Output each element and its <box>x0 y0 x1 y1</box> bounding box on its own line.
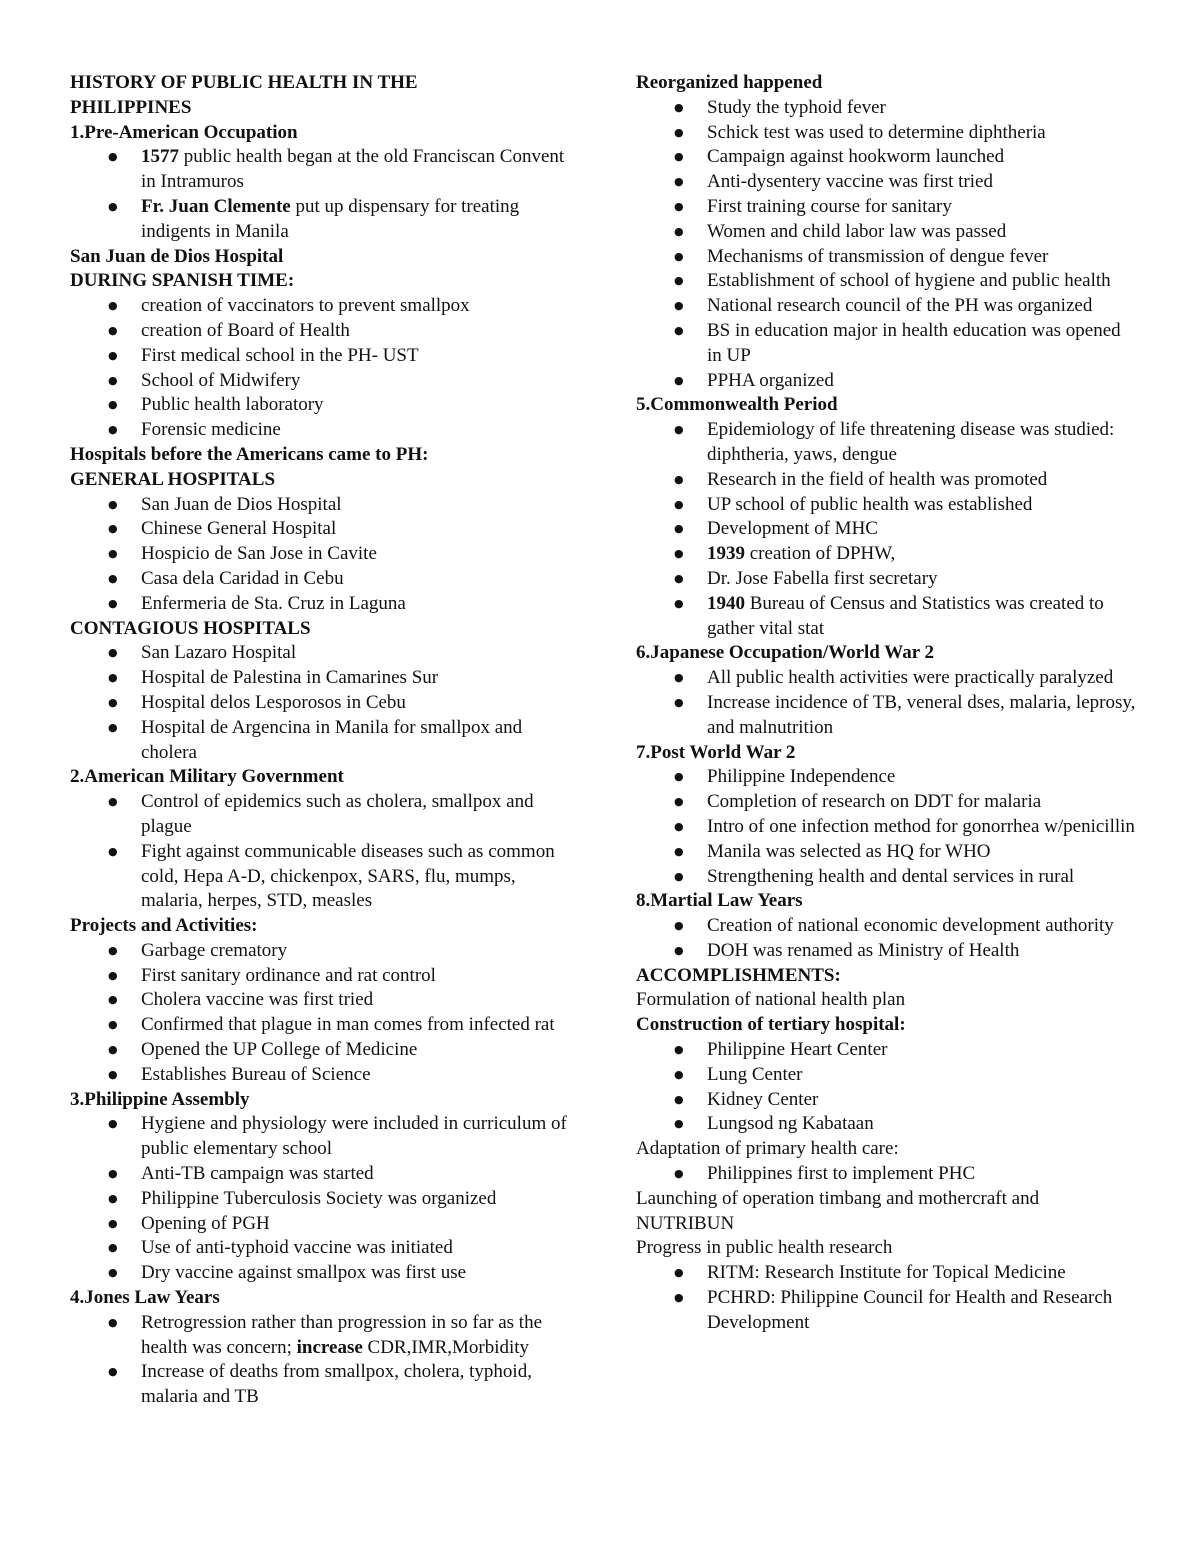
list-item: ● Forensic medicine <box>70 418 570 443</box>
list-item: ● San Juan de Dios Hospital <box>70 493 570 518</box>
paragraph-launching-of-operation-timbang-and-mothe: Launching of operation timbang and mothercraft and NUTRIBUN <box>636 1187 1040 1234</box>
list-item: ● Increase incidence of TB, veneral dses, malaria, leprosy, and malnutrition <box>636 691 1136 741</box>
list-item: ● Hospital delos Lesporosos in Cebu <box>70 691 570 716</box>
bullet-list <box>70 1311 570 1410</box>
list-item: ● Fight against communicable diseases such as common cold, Hepa A-D, chickenpox, SARS, flu, mumps, malaria, herpes, STD, measles <box>70 840 570 914</box>
list-item: ● Strengthening health and dental services in rural <box>636 865 1136 890</box>
list-item: ● Opened the UP College of Medicine <box>70 1038 570 1063</box>
list-item: ● Hospital de Argencina in Manila for smallpox and cholera <box>70 716 570 766</box>
left-column <box>70 71 570 1410</box>
list-item: ● Philippine Independence <box>636 765 1136 790</box>
list-item: ● Establishment of school of hygiene and public health <box>636 269 1136 294</box>
list-item: ● Completion of research on DDT for malaria <box>636 790 1136 815</box>
item-text: put up dispensary for treating indigents in Manila <box>141 195 520 242</box>
list-item <box>636 592 1136 642</box>
list-item: ● Cholera vaccine was first tried <box>70 988 570 1013</box>
section-heading-4-jones-law-years: 4.Jones Law Years <box>70 1287 220 1309</box>
bullet-list <box>70 641 570 765</box>
list-item: ● Hygiene and physiology were included in curriculum of public elementary school <box>70 1112 570 1162</box>
list-item: ● Opening of PGH <box>70 1212 570 1237</box>
section-heading-accomplishments: ACCOMPLISHMENTS: <box>636 964 841 986</box>
section-heading-san-juan-de-dios-hospital: San Juan de Dios Hospital <box>70 245 284 267</box>
list-item: ● Philippine Heart Center <box>636 1038 1136 1063</box>
bullet-list <box>70 145 570 244</box>
list-item: ● Anti-dysentery vaccine was first tried <box>636 170 1136 195</box>
bullet-list <box>636 1162 1136 1187</box>
list-item: ● PPHA organized <box>636 369 1136 394</box>
list-item: ● First sanitary ordinance and rat control <box>70 964 570 989</box>
section-heading-8-martial-law-years: 8.Martial Law Years <box>636 890 803 912</box>
item-text: CDR,IMR,Morbidity <box>362 1336 530 1358</box>
list-item: ● First training course for sanitary <box>636 195 1136 220</box>
section-heading-reorganized-happened: Reorganized happened <box>636 72 823 93</box>
list-item: ● Increase of deaths from smallpox, cholera, typhoid, malaria and TB <box>70 1360 570 1410</box>
item-text: public health began at the old Franciscan Convent in Intramuros <box>141 146 565 193</box>
list-item: ● Schick test was used to determine diphtheria <box>636 121 1136 146</box>
list-item: ● Kidney Center <box>636 1088 1136 1113</box>
list-item: ● First medical school in the PH- UST <box>70 344 570 369</box>
list-item: ● San Lazaro Hospital <box>70 641 570 666</box>
list-item: ● Use of anti-typhoid vaccine was initiated <box>70 1236 570 1261</box>
bullet-list <box>70 493 570 617</box>
emphasis-text: 1577 <box>141 146 179 168</box>
section-heading-7-post-world-war-2: 7.Post World War 2 <box>636 741 796 763</box>
list-item: ● School of Midwifery <box>70 369 570 394</box>
list-item: ● BS in education major in health education was opened in UP <box>636 319 1136 369</box>
section-heading-3-philippine-assembly: 3.Philippine Assembly <box>70 1088 250 1110</box>
item-text: creation of DPHW, <box>745 543 896 565</box>
document-title: HISTORY OF PUBLIC HEALTH IN THE PHILIPPINES <box>70 72 418 118</box>
section-heading-2-american-military-government: 2.American Military Government <box>70 766 344 788</box>
list-item: ● Dr. Jose Fabella first secretary <box>636 567 1136 592</box>
item-text: Retrogression rather than progression in so far as the health was concern; <box>141 1311 543 1358</box>
list-item: ● Anti-TB campaign was started <box>70 1162 570 1187</box>
list-item <box>70 145 570 195</box>
paragraph-progress-in-public-health-research: Progress in public health research <box>636 1237 893 1259</box>
list-item: ● creation of vaccinators to prevent smallpox <box>70 294 570 319</box>
section-heading-construction-of-tertiary-hospital: Construction of tertiary hospital: <box>636 1014 906 1036</box>
section-heading-contagious-hospitals: CONTAGIOUS HOSPITALS <box>70 617 311 639</box>
list-item: ● Creation of national economic development authority <box>636 914 1136 939</box>
section-heading-general-hospitals: GENERAL HOSPITALS <box>70 468 276 490</box>
list-item: ● creation of Board of Health <box>70 319 570 344</box>
list-item: ● Hospicio de San Jose in Cavite <box>70 542 570 567</box>
list-item: ● RITM: Research Institute for Topical Medicine <box>636 1261 1136 1286</box>
bullet-list <box>636 1038 1136 1137</box>
list-item <box>636 542 1136 567</box>
list-item: ● Public health laboratory <box>70 393 570 418</box>
bullet-list <box>636 96 1136 394</box>
bullet-list <box>70 1112 570 1286</box>
section-heading-projects-and-activities: Projects and Activities: <box>70 915 258 937</box>
list-item <box>70 1311 570 1361</box>
list-item: ● Lungsod ng Kabataan <box>636 1112 1136 1137</box>
list-item: ● Development of MHC <box>636 517 1136 542</box>
emphasis-text: increase <box>296 1336 363 1358</box>
list-item: ● Women and child labor law was passed <box>636 220 1136 245</box>
list-item: ● Casa dela Caridad in Cebu <box>70 567 570 592</box>
list-item: ● Manila was selected as HQ for WHO <box>636 840 1136 865</box>
paragraph-adaptation-of-primary-health-care: Adaptation of primary health care: <box>636 1138 899 1160</box>
list-item: ● Research in the field of health was promoted <box>636 468 1136 493</box>
list-item: ● UP school of public health was established <box>636 493 1136 518</box>
list-item: ● Enfermeria de Sta. Cruz in Laguna <box>70 592 570 617</box>
list-item: ● PCHRD: Philippine Council for Health and Research Development <box>636 1286 1136 1336</box>
emphasis-text: Fr. Juan Clemente <box>141 195 291 217</box>
section-heading-1-pre-american-occupation: 1.Pre-American Occupation <box>70 121 298 143</box>
list-item: ● Hospital de Palestina in Camarines Sur <box>70 666 570 691</box>
bullet-list <box>636 418 1136 641</box>
list-item: ● Mechanisms of transmission of dengue fever <box>636 245 1136 270</box>
list-item: ● Confirmed that plague in man comes from infected rat <box>70 1013 570 1038</box>
list-item: ● DOH was renamed as Ministry of Health <box>636 939 1136 964</box>
list-item <box>70 195 570 245</box>
bullet-list <box>70 294 570 443</box>
bullet-list <box>636 914 1136 964</box>
emphasis-text: 1940 <box>707 592 745 614</box>
section-heading-during-spanish-time: DURING SPANISH TIME: <box>70 270 295 292</box>
list-item: ● Garbage crematory <box>70 939 570 964</box>
list-item: ● Intro of one infection method for gonorrhea w/penicillin <box>636 815 1136 840</box>
bullet-list <box>70 790 570 914</box>
section-heading-5-commonwealth-period: 5.Commonwealth Period <box>636 394 838 416</box>
list-item: ● Campaign against hookworm launched <box>636 145 1136 170</box>
list-item: ● Study the typhoid fever <box>636 96 1136 121</box>
section-heading-6-japanese-occupation-world-war-2: 6.Japanese Occupation/World War 2 <box>636 642 935 664</box>
paragraph-formulation-of-national-health-plan: Formulation of national health plan <box>636 989 906 1011</box>
list-item: ● Establishes Bureau of Science <box>70 1063 570 1088</box>
section-heading-hospitals-before-the-americans-came-to-p: Hospitals before the Americans came to PH: <box>70 443 429 465</box>
list-item: ● Lung Center <box>636 1063 1136 1088</box>
item-text: Bureau of Census and Statistics was created to gather vital stat <box>707 592 1104 639</box>
bullet-list <box>70 939 570 1088</box>
list-item: ● Philippines first to implement PHC <box>636 1162 1136 1187</box>
bullet-list <box>636 765 1136 889</box>
emphasis-text: 1939 <box>707 543 745 565</box>
list-item: ● Epidemiology of life threatening disease was studied: diphtheria, yaws, dengue <box>636 418 1136 468</box>
bullet-list <box>636 1261 1136 1335</box>
list-item: ● Dry vaccine against smallpox was first use <box>70 1261 570 1286</box>
list-item: ● Control of epidemics such as cholera, smallpox and plague <box>70 790 570 840</box>
list-item: ● National research council of the PH was organized <box>636 294 1136 319</box>
right-column <box>636 71 1136 1336</box>
list-item: ● Philippine Tuberculosis Society was organized <box>70 1187 570 1212</box>
list-item: ● Chinese General Hospital <box>70 517 570 542</box>
bullet-list <box>636 666 1136 740</box>
list-item: ● All public health activities were practically paralyzed <box>636 666 1136 691</box>
